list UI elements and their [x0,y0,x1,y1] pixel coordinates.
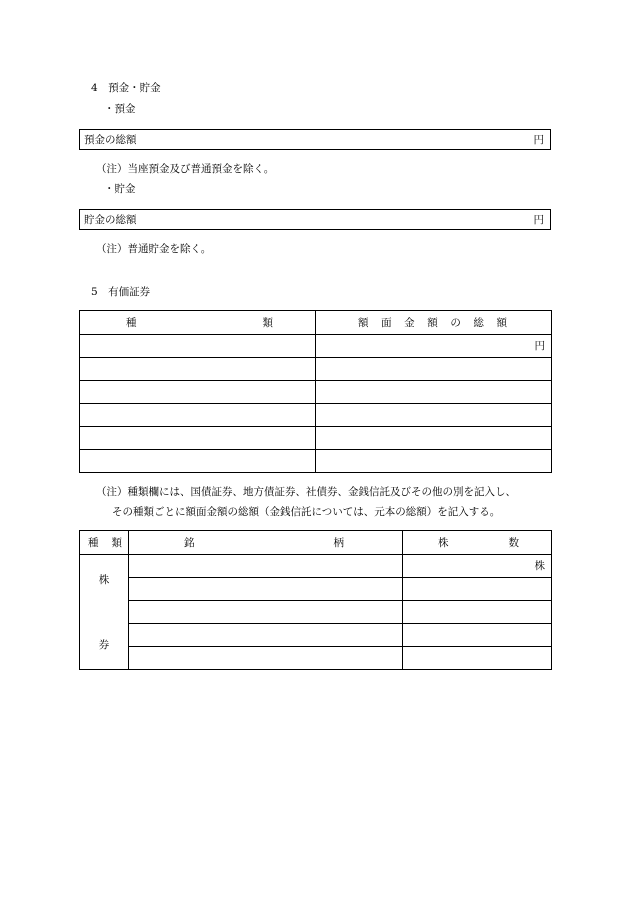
type-cell[interactable] [80,427,316,450]
savings-total-unit: 円 [533,214,544,226]
header-amount-char: 金 [404,317,415,329]
savings-note: （注）普通貯金を除く。 [96,243,212,255]
col-header-face-amount [316,311,552,335]
header-amount-char: 額 [358,317,369,329]
header-amount-char: の [450,317,461,329]
col-header-shares [403,531,552,555]
amount-cell[interactable] [316,358,552,381]
stock-table [79,530,552,670]
header-type-char: 類 [262,317,273,329]
securities-table [79,310,552,473]
section5-heading: 5 有価証券 [91,286,151,298]
brand-cell[interactable] [129,578,403,601]
deposit-total-unit: 円 [533,134,544,146]
amount-cell[interactable] [316,404,552,427]
brand-cell[interactable] [129,647,403,670]
header-category-char: 類 [111,537,122,549]
amount-cell[interactable] [316,427,552,450]
deposit-note: （注）当座預金及び普通預金を除く。 [96,163,275,175]
type-cell[interactable] [80,335,316,358]
header-category-char: 種 [88,537,99,549]
shares-unit: 株 [534,560,545,572]
amount-unit: 円 [534,340,545,352]
header-shares-char: 株 [438,537,449,549]
savings-total-label: 貯金の総額 [84,214,137,226]
brand-cell[interactable] [129,555,403,578]
col-header-category [80,531,129,555]
brand-cell[interactable] [129,624,403,647]
amount-cell[interactable] [316,381,552,404]
shares-cell[interactable] [403,578,552,601]
type-cell[interactable] [80,358,316,381]
col-header-brand [129,531,403,555]
shares-cell[interactable] [403,624,552,647]
amount-cell[interactable] [316,335,552,358]
savings-bullet: ・貯金 [104,183,136,195]
securities-note-line2: その種類ごとに額面金額の総額（金銭信託については、元本の総額）を記入する。 [112,506,501,518]
header-amount-char: 総 [473,317,484,329]
header-shares-char: 数 [508,537,519,549]
header-brand-char: 柄 [333,537,344,549]
col-header-type [80,311,316,335]
header-amount-char: 面 [381,317,392,329]
header-brand-char: 銘 [184,537,195,549]
shares-cell[interactable] [403,555,552,578]
type-cell[interactable] [80,381,316,404]
category-cell [80,555,129,670]
securities-note-line1: （注）種類欄には、国債証券、地方債証券、社債券、金銭信託及びその他の別を記入し、 [96,486,516,498]
type-cell[interactable] [80,404,316,427]
type-cell[interactable] [80,450,316,473]
category-char: 株 [98,574,110,586]
deposit-bullet: ・預金 [104,103,136,115]
deposit-total-box[interactable] [79,129,551,150]
shares-cell[interactable] [403,647,552,670]
deposit-total-label: 預金の総額 [84,134,137,146]
brand-cell[interactable] [129,601,403,624]
amount-cell[interactable] [316,450,552,473]
header-amount-char: 額 [496,317,507,329]
section4-heading: 4 預金・貯金 [91,82,161,94]
header-amount-char: 額 [427,317,438,329]
shares-cell[interactable] [403,601,552,624]
category-char: 券 [98,639,110,651]
header-type-char: 種 [126,317,137,329]
savings-total-box[interactable] [79,209,551,230]
